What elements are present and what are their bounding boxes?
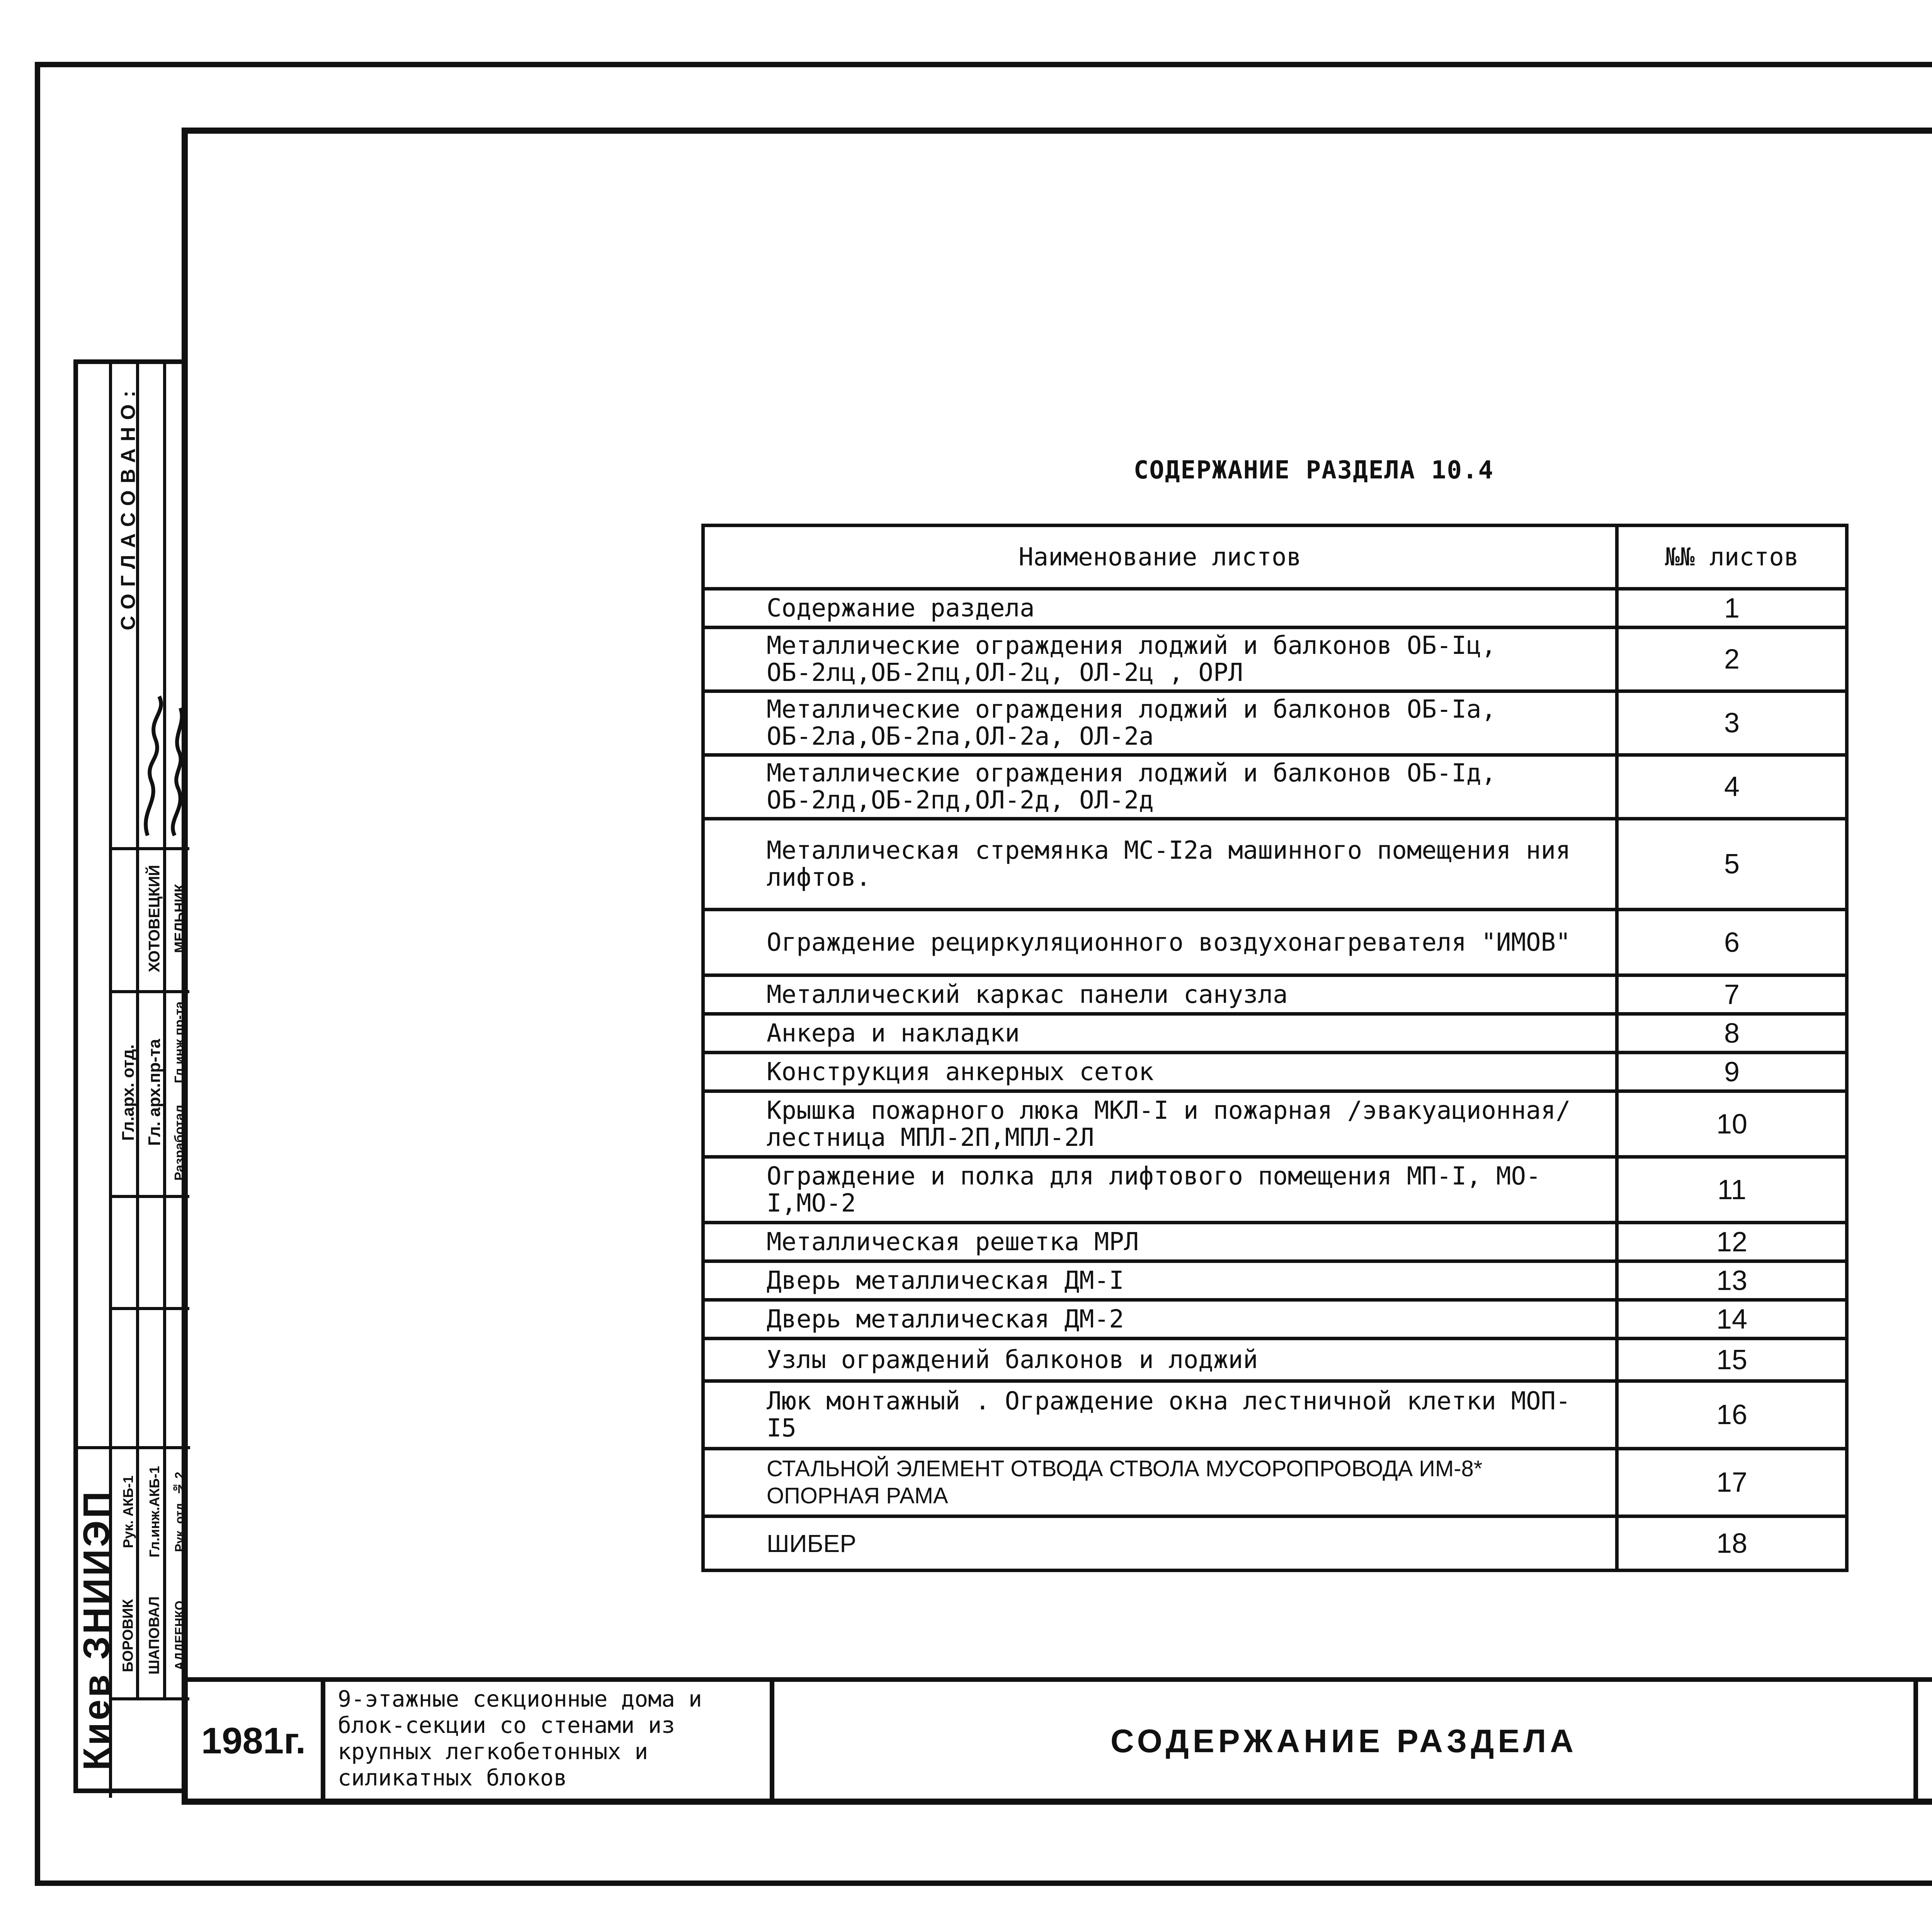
sheet-number: 16 — [1617, 1381, 1847, 1449]
sheet-number: 1 — [1617, 589, 1847, 628]
sheet-number: 12 — [1617, 1223, 1847, 1261]
sheet-number: 11 — [1617, 1157, 1847, 1223]
sheet-name: Металлическая решетка МРЛ — [703, 1223, 1617, 1261]
table-row — [703, 691, 1847, 755]
table-header-row — [703, 526, 1847, 589]
table-row — [703, 975, 1847, 1014]
role-label: Гл.инж.пр-та — [172, 1001, 187, 1083]
series-label — [1918, 1697, 1932, 1735]
signer-name: ШАПОВАЛ — [146, 1596, 163, 1675]
sheet-number: 15 — [1617, 1339, 1847, 1381]
table-row — [703, 819, 1847, 910]
sheet-name: СТАЛЬНОЙ ЭЛЕМЕНТ ОТВОДА СТВОЛА МУСОРОПРОВОДА ИМ-8* ОПОРНАЯ РАМА — [703, 1449, 1617, 1516]
sheet-number: 14 — [1617, 1300, 1847, 1339]
sheet-number: 17 — [1617, 1449, 1847, 1516]
sheet-number: 9 — [1617, 1053, 1847, 1091]
table-row — [703, 1516, 1847, 1571]
series-cell — [1918, 1682, 1932, 1800]
table-row — [703, 1300, 1847, 1339]
year: 1981г. — [186, 1682, 325, 1800]
role-label: Разработал — [172, 1104, 187, 1181]
table-row — [703, 1091, 1847, 1157]
sheet-name: ШИБЕР — [703, 1516, 1617, 1571]
table-row — [703, 1381, 1847, 1449]
signature-scribble — [136, 673, 190, 843]
project-description: 9-этажные секционные дома и блок-секции со стенами из крупных легкобетонных и силикатных блоков — [330, 1682, 774, 1800]
sheet-number: 4 — [1617, 755, 1847, 819]
table-row — [703, 1449, 1847, 1516]
sheet-number: 5 — [1617, 819, 1847, 910]
table-row — [703, 1223, 1847, 1261]
sheet-number: 13 — [1617, 1261, 1847, 1300]
sheet-name: Металлический каркас панели санузла — [703, 975, 1617, 1014]
organization-name: Киев ЗНИИЭП — [76, 1489, 117, 1770]
sheet-name: Люк монтажный . Ограждение окна лестничной клетки МОП-I5 — [703, 1381, 1617, 1449]
column-header-number: №№ листов — [1617, 526, 1847, 589]
sheet-name: Металлические ограждения лоджий и балконов ОБ-Iа, ОБ-2ла,ОБ-2па,ОЛ-2а, ОЛ-2а — [703, 691, 1617, 755]
table-row — [703, 1339, 1847, 1381]
sheet-name: Металлическая стремянка МС-I2а машинного помещения ния лифтов. — [703, 819, 1617, 910]
signer-name: МЕЛЬНИК — [172, 884, 187, 953]
sheet-number: 10 — [1617, 1091, 1847, 1157]
table-row — [703, 910, 1847, 975]
sheet-number: 18 — [1617, 1516, 1847, 1571]
role-label: Гл. арх.пр-та — [145, 1039, 164, 1146]
table-row — [703, 1014, 1847, 1053]
sheet-name: Анкера и накладки — [703, 1014, 1617, 1053]
contents-table — [701, 524, 1849, 1572]
agreed-label: СОГЛАСОВАНО: — [117, 383, 139, 631]
signer-name: АДДЕЕНКО — [172, 1600, 187, 1671]
signer-name: ХОТОВЕЦКИЙ — [146, 865, 163, 973]
role-label: Рук. отд. № 2 — [172, 1472, 187, 1552]
table-row — [703, 628, 1847, 691]
sheet-name: Дверь металлическая ДМ-I — [703, 1261, 1617, 1300]
section-title: СОДЕРЖАНИЕ РАЗДЕЛА — [774, 1682, 1918, 1800]
role-label: Гл.арх. отд. — [119, 1044, 138, 1141]
table-row — [703, 1053, 1847, 1091]
sheet-name: Металлические ограждения лоджий и балконов ОБ-Iд, ОБ-2лд,ОБ-2пд,ОЛ-2д, ОЛ-2д — [703, 755, 1617, 819]
sheet-number: 2 — [1617, 628, 1847, 691]
table-row — [703, 1261, 1847, 1300]
sheet-number: 7 — [1617, 975, 1847, 1014]
series-value — [1918, 1735, 1932, 1772]
sheet-name: Содержание раздела — [703, 589, 1617, 628]
sheet-name: Ограждение рециркуляционного воздухонагревателя "ИМОВ" — [703, 910, 1617, 975]
role-label: Рук. АКБ-1 — [120, 1475, 136, 1548]
sheet-number: 3 — [1617, 691, 1847, 755]
signer-name: БОРОВИК — [120, 1599, 136, 1672]
table-row — [703, 755, 1847, 819]
sheet-name: Узлы ограждений балконов и лоджий — [703, 1339, 1617, 1381]
table-row — [703, 1157, 1847, 1223]
role-label: Гл.инж.АКБ-1 — [146, 1466, 162, 1558]
sheet-number: 6 — [1617, 910, 1847, 975]
sheet-name: Крышка пожарного люка МКЛ-I и пожарная /эвакуационная/ лестница МПЛ-2П,МПЛ-2Л — [703, 1091, 1617, 1157]
column-header-name: Наименование листов — [703, 526, 1617, 589]
table-row — [703, 589, 1847, 628]
sheet-number: 8 — [1617, 1014, 1847, 1053]
title-block — [182, 1677, 1932, 1805]
sheet-name: Металлические ограждения лоджий и балконов ОБ-Iц, ОБ-2лц,ОБ-2пц,ОЛ-2ц, ОЛ-2ц , ОРЛ — [703, 628, 1617, 691]
side-stamp — [73, 359, 185, 1793]
sheet-name: Ограждение и полка для лифтового помещения МП-I, МО-I,МО-2 — [703, 1157, 1617, 1223]
sheet-name: Дверь металлическая ДМ-2 — [703, 1300, 1617, 1339]
page-title: СОДЕРЖАНИЕ РАЗДЕЛА 10.4 — [1133, 456, 1494, 485]
sheet-name: Конструкция анкерных сеток — [703, 1053, 1617, 1091]
